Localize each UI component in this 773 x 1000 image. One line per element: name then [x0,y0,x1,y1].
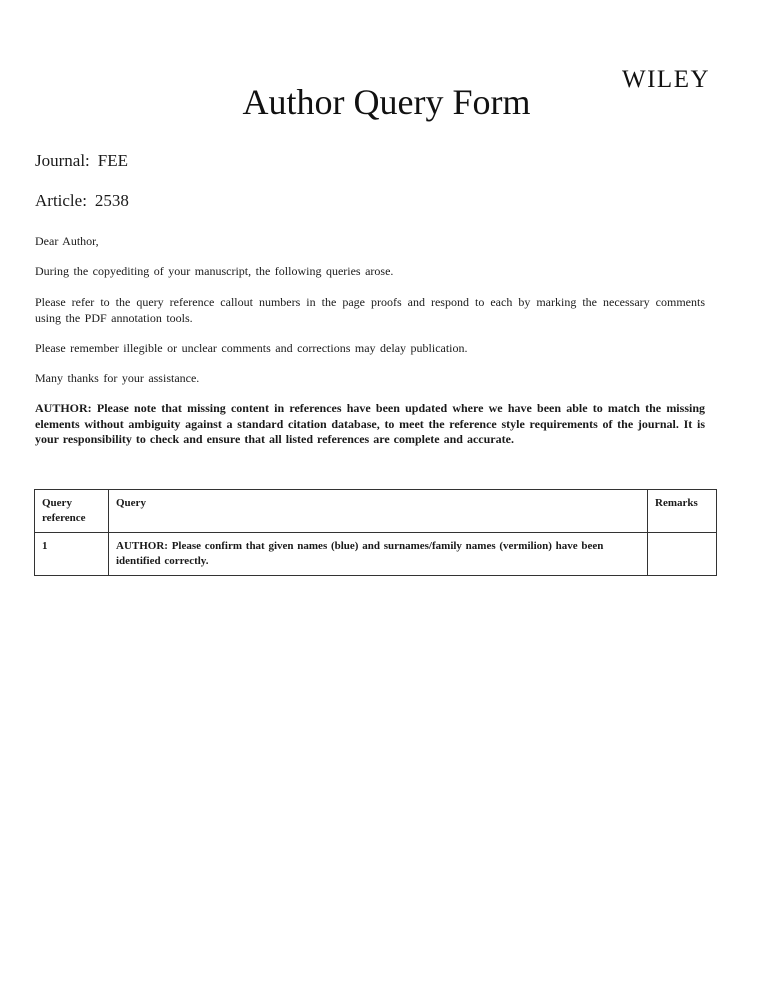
query-ref-cell: 1 [35,533,109,576]
paragraph-thanks: Many thanks for your assistance. [35,371,200,385]
journal-value: FEE [97,151,129,170]
header-query: Query [109,490,648,533]
article-label: Article: [35,191,87,210]
journal-line [35,150,128,172]
journal-label: Journal: [35,151,90,170]
paragraph-author-note: AUTHOR: Please note that missing content in references have been updated where we have been able to match the missing elements without ambiguity against a standard citation database, to meet the reference style requirements of the journal. It is your responsibility to check and ensure that all listed references are complete and accurate. [35,401,705,446]
paragraph-instructions: Please refer to the query reference callout numbers in the page proofs and respond to each by marking the necessary comments using the PDF annotation tools. [35,295,705,325]
page-title: Author Query Form [242,82,531,122]
header-remarks: Remarks [648,490,717,533]
query-text-cell: AUTHOR: Please confirm that given names (blue) and surnames/family names (vermilion) have been identified correctly. [109,533,648,576]
table-header-row [35,490,717,533]
paragraph-reminder: Please remember illegible or unclear comments and corrections may delay publication. [35,341,468,355]
paragraph-copyediting: During the copyediting of your manuscript, the following queries arose. [35,264,394,278]
article-line [35,190,129,212]
remarks-cell[interactable] [648,533,717,576]
query-table [34,489,717,576]
greeting: Dear Author, [35,234,99,248]
table-row [35,533,717,576]
article-value: 2538 [94,191,129,210]
header-query-reference: Query reference [35,490,109,533]
logo-text: WILEY [622,66,711,93]
